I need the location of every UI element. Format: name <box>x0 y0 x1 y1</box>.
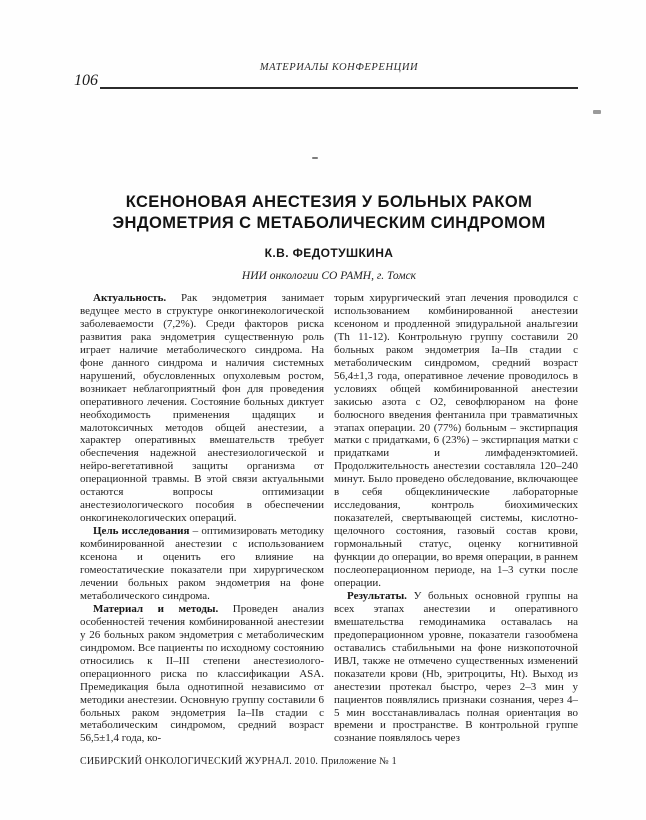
paragraph-lead: Материал и методы. <box>93 602 233 615</box>
article-title-line-1: КСЕНОНОВАЯ АНЕСТЕЗИЯ У БОЛЬНЫХ РАКОМ <box>125 193 533 211</box>
paragraph-lead: Актуальность. <box>93 292 181 304</box>
scan-artifact <box>312 157 318 159</box>
paragraph: Результаты. У больных основной группы на всех этапах анестезии и оперативного вмешательства гемодинамика оставалась на предоперационном уровне, показатели газообмена оставались стабильными на фоне низкопоточной ИВЛ, также не отмечено существенных изменений показатели крови (Hb, эритроциты, Ht). Выход из анестезии протекал быстро, через 2–3 мин у пациентов появлялись признаки сознания, через 4–5 мин восстанавливалась полная ориентация во времени и пространстве. В контрольной группе сознание появлялось через <box>334 589 578 745</box>
right-column <box>334 292 578 754</box>
header-rule <box>100 87 578 89</box>
article-title-line-2: ЭНДОМЕТРИЯ С МЕТАБОЛИЧЕСКИМ СИНДРОМОМ <box>112 214 546 232</box>
scan-artifact <box>593 110 601 114</box>
article-affiliation: НИИ онкологии СО РАМН, г. Томск <box>241 270 417 282</box>
paragraph: Материал и методы. Проведен анализ особенностей течения комбинированной анестезии у 26 больных раком эндометрия с метаболическим синдромом. Все пациенты по исходному состоянию относились к II–III степени анестезиолого-операционного риска по классификации ASA. Премедикация была однотипной независимо от методики анестезии. Основную группу составили 6 больных раком эндометрия Iа–IIв стадии с метаболическим синдромом, средний возраст 56,5±1,4 года, ко- <box>80 602 324 745</box>
paragraph-lead: Цель исследования <box>93 525 193 538</box>
paragraph: Цель исследования – оптимизировать методику комбинированной анестезии с использованием ксенона и оценить его влияние на гомеостатические показатели при хирургическом лечении больных раком эндометрия на фоне метаболического синдрома. <box>80 525 324 602</box>
paragraph: Актуальность. Рак эндометрия занимает ведущее место в структуре онкогинекологической заболеваемости (7,2%). Среди факторов риска развития рака эндометрия существенную роль играет наличие метаболического синдрома. На фоне данного синдрома и наличия системных нарушений, обусловленных опухолевым ростом, возникает неблагоприятный фон для проведения оперативного лечения. Состояние больных диктует необходимость применения щадящих и малотоксичных методов общей анестезии, а характер оперативных вмешательств требует обеспечения надежной анестезиологической и нейро-вегетативной защиты организма от операционной травмы. В этой связи актуальными остаются вопросы оптимизации анестезиологического пособия в обеспечении онкогинекологических операций. <box>80 292 324 525</box>
paragraph-lead: Результаты. <box>347 589 414 602</box>
article-title <box>80 192 578 234</box>
article-body <box>80 292 578 754</box>
article-author: К.В. ФЕДОТУШКИНА <box>264 246 394 260</box>
journal-footer: СИБИРСКИЙ ОНКОЛОГИЧЕСКИЙ ЖУРНАЛ. 2010. Приложение № 1 <box>80 756 397 767</box>
paragraph: торым хирургический этап лечения проводился с использованием комбинированной анестезии ксеноном и продленной эпидуральной анальгезии (Th 11-12). Контрольную группу составили 20 больных раком эндометрия Iа–IIв стадии с метаболическим синдромом, средний возраст 56,4±1,3 года, оперативное лечение проводилось в условиях общей комбинированной анестезии закисью азота с О2, севофлюраном на фоне болюсного введения фентанила при травматичных этапах операции. 20 (77%) больным – экстирпация матки с придатками, 6 (23%) – экстирпация матки с придатками и лимфаденэктомией. Продолжительность анестезии составляла 120–240 минут. Было проведено обследование, включающее в себя общеклинические лабораторные исследования, контроль биохимических показателей, свертывающей системы, кислотно-щелочного состояния, газовый состав крови, гормональный статус, оценку когнитивной функции до операции, во время операции, в раннем послеоперационном периоде, на 1–3 сутки после операции. <box>334 292 578 589</box>
page-number: 106 <box>74 72 98 89</box>
running-head: МАТЕРИАЛЫ КОНФЕРЕНЦИИ <box>259 62 419 73</box>
left-column <box>80 292 324 754</box>
